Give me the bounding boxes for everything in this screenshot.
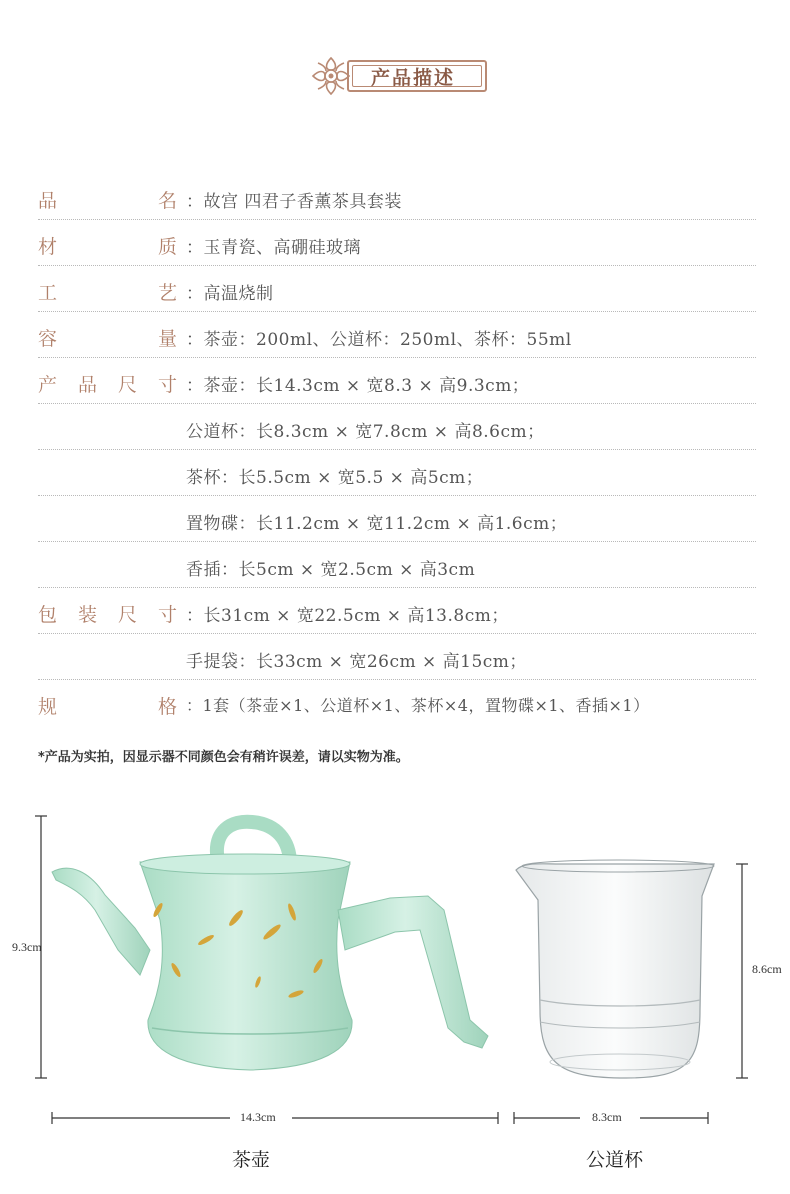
product-illustration (0, 800, 790, 1130)
pitcher-height-label: 8.6cm (752, 962, 782, 976)
spec-value: ：故宫 四君子香薰茶具套装 (186, 192, 402, 212)
spec-label-char: 品 (78, 374, 99, 396)
spec-label-char: 工 (38, 282, 59, 304)
pitcher-caption: 公道杯 (586, 1149, 644, 1171)
spec-row-product-size-5 (38, 542, 756, 588)
spec-row-craft (38, 266, 756, 312)
spec-label-char: 艺 (158, 282, 179, 304)
spec-value: ：1套（茶壶×1、公道杯×1、茶杯×4，置物碟×1、香插×1） (186, 696, 650, 715)
spec-row-package-size-2 (38, 634, 756, 680)
spec-value: ：高温烧制 (186, 284, 274, 304)
teapot-height-label: 9.3cm (12, 940, 42, 954)
spec-label-char: 寸 (158, 604, 179, 626)
spec-label-char: 包 (38, 604, 59, 626)
section-header-badge (305, 50, 493, 102)
spec-value: ：长31cm × 宽22.5cm × 高13.8cm； (186, 606, 509, 626)
spec-label-char: 装 (78, 604, 99, 626)
spec-row-name (38, 174, 756, 220)
spec-label-char: 质 (158, 236, 179, 258)
pitcher-image (516, 860, 714, 1078)
spec-label-char: 规 (38, 696, 59, 718)
page-title: 产品描述 (371, 67, 456, 89)
spec-label-char: 名 (158, 190, 179, 212)
spec-value: ：茶壶：长14.3cm × 宽8.3 × 高9.3cm； (186, 376, 530, 396)
spec-row-product-size-3 (38, 450, 756, 496)
spec-label-char: 材 (38, 236, 59, 258)
spec-row-material (38, 220, 756, 266)
spec-label-char: 寸 (158, 374, 179, 396)
spec-value: 置物碟：长11.2cm × 宽11.2cm × 高1.6cm； (186, 514, 568, 534)
spec-row-product-size-2 (38, 404, 756, 450)
spec-value: 茶杯：长5.5cm × 宽5.5 × 高5cm； (186, 468, 484, 488)
spec-row-capacity (38, 312, 756, 358)
spec-row-product-size (38, 358, 756, 404)
teapot-image (52, 822, 488, 1070)
spec-row-spec (38, 680, 756, 726)
spec-value: 公道杯：长8.3cm × 宽7.8cm × 高8.6cm； (186, 422, 545, 442)
spec-value: 手提袋：长33cm × 宽26cm × 高15cm； (186, 652, 527, 672)
spec-label-char: 量 (158, 328, 179, 350)
spec-value: 香插：长5cm × 宽2.5cm × 高3cm (186, 560, 476, 580)
spec-label-char: 格 (158, 696, 179, 718)
pitcher-height-dimension (736, 864, 748, 1078)
spec-value: ：茶壶：200ml、公道杯：250ml、茶杯：55ml (186, 330, 572, 350)
spec-label-char: 产 (38, 374, 59, 396)
spec-label-char: 尺 (118, 604, 139, 626)
spec-row-product-size-4 (38, 496, 756, 542)
teapot-width-label: 14.3cm (240, 1110, 276, 1124)
spec-value: ：玉青瓷、高硼硅玻璃 (186, 238, 361, 258)
disclaimer-note: *产品为实拍，因显示器不同颜色会有稍许误差，请以实物为准。 (38, 750, 409, 765)
teapot-caption: 茶壶 (232, 1149, 271, 1171)
spec-label-char: 容 (38, 328, 59, 350)
spec-label-char: 品 (38, 190, 59, 212)
spec-label-char: 尺 (118, 374, 139, 396)
pitcher-width-label: 8.3cm (592, 1110, 622, 1124)
spec-row-package-size (38, 588, 756, 634)
